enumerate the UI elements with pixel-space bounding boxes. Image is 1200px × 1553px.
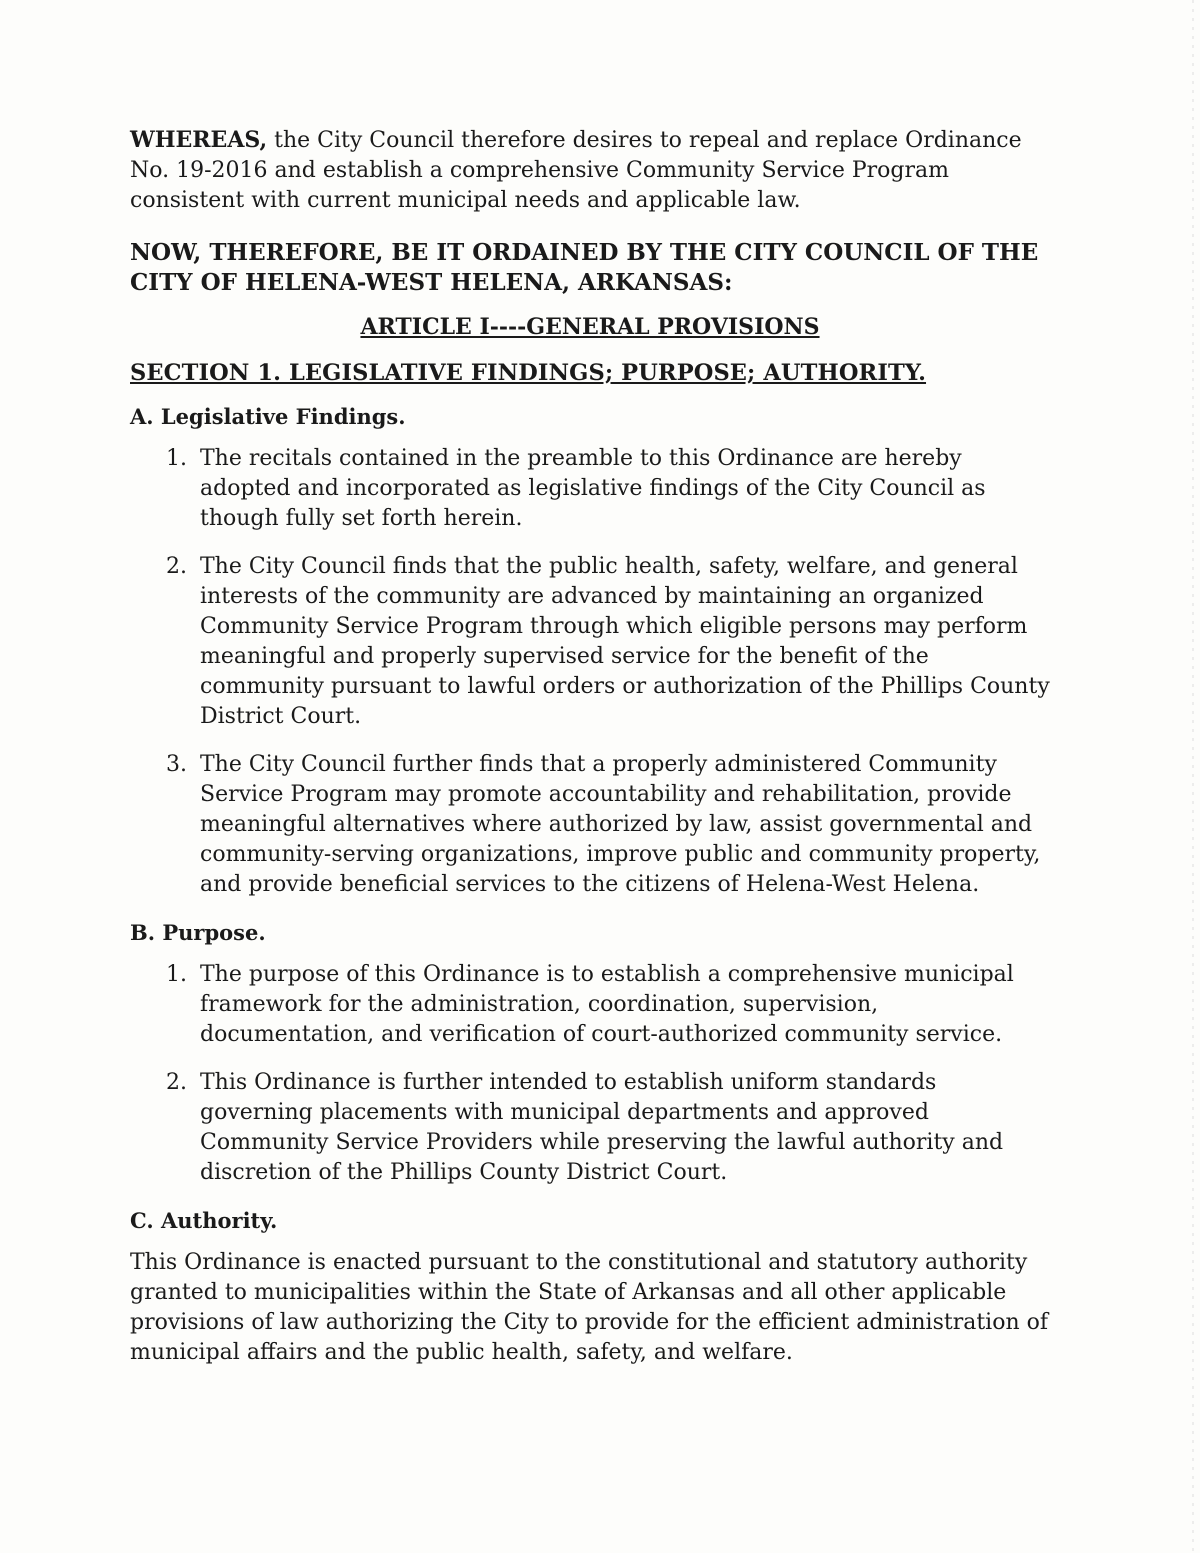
item-number: 2. bbox=[166, 554, 187, 579]
item-text: This Ordinance is further intended to establish uniform standards governing placements with municipal departments and approved Community Service Providers while preserving the lawful authority and discretion of the Phillips County District Court. bbox=[200, 1070, 1004, 1185]
item-number: 2. bbox=[166, 1070, 187, 1095]
item-number: 3. bbox=[166, 752, 187, 777]
ordaining-clause: NOW, THEREFORE, BE IT ORDAINED BY THE CITY COUNCIL OF THE CITY OF HELENA-WEST HELENA, ARKANSAS: bbox=[130, 239, 1039, 296]
list-item bbox=[130, 552, 1050, 732]
list-item bbox=[130, 444, 1050, 534]
article-title: ARTICLE I----GENERAL PROVISIONS bbox=[360, 314, 820, 340]
document-body bbox=[130, 125, 1050, 1368]
whereas-lead: WHEREAS, bbox=[130, 127, 268, 153]
authority-heading: C. Authority. bbox=[130, 1208, 278, 1233]
item-text: The purpose of this Ordinance is to establish a comprehensive municipal framework for the administration, coordination, supervision, documentation, and verification of court-authorized community service. bbox=[200, 962, 1014, 1047]
item-text: The City Council finds that the public health, safety, welfare, and general interests of the community are advanced by maintaining an organized Community Service Program through which eligible persons may perform meaningful and properly supervised service for the benefit of the community pursuant to lawful orders or authorization of the Phillips County District Court. bbox=[200, 554, 1050, 729]
whereas-text: the City Council therefore desires to repeal and replace Ordinance No. 19-2016 and establish a comprehensive Community Service Program consistent with current municipal needs and applicable law. bbox=[130, 128, 1022, 213]
list-item bbox=[130, 960, 1050, 1050]
authority-text: This Ordinance is enacted pursuant to the constitutional and statutory authority granted to municipalities within the State of Arkansas and all other applicable provisions of law authorizing the City to provide for the efficient administration of municipal affairs and the public health, safety, and welfare. bbox=[130, 1250, 1049, 1365]
item-number: 1. bbox=[166, 446, 187, 471]
findings-heading: A. Legislative Findings. bbox=[130, 404, 406, 429]
list-item bbox=[130, 1068, 1050, 1188]
section-title: SECTION 1. LEGISLATIVE FINDINGS; PURPOSE; AUTHORITY. bbox=[130, 360, 927, 386]
scan-edge-artifact bbox=[1192, 0, 1194, 1553]
item-number: 1. bbox=[166, 962, 187, 987]
whereas-clause bbox=[130, 125, 1050, 216]
item-text: The recitals contained in the preamble to this Ordinance are hereby adopted and incorporated as legislative findings of the City Council as though fully set forth herein. bbox=[200, 446, 986, 531]
item-text: The City Council further finds that a properly administered Community Service Program may promote accountability and rehabilitation, provide meaningful alternatives where authorized by law, assist governmental and community-serving organizations, improve public and community property, and provide beneficial services to the citizens of Helena-West Helena. bbox=[200, 752, 1041, 897]
findings-list bbox=[130, 444, 1050, 900]
purpose-heading: B. Purpose. bbox=[130, 920, 266, 945]
list-item bbox=[130, 750, 1050, 900]
purpose-list bbox=[130, 960, 1050, 1188]
